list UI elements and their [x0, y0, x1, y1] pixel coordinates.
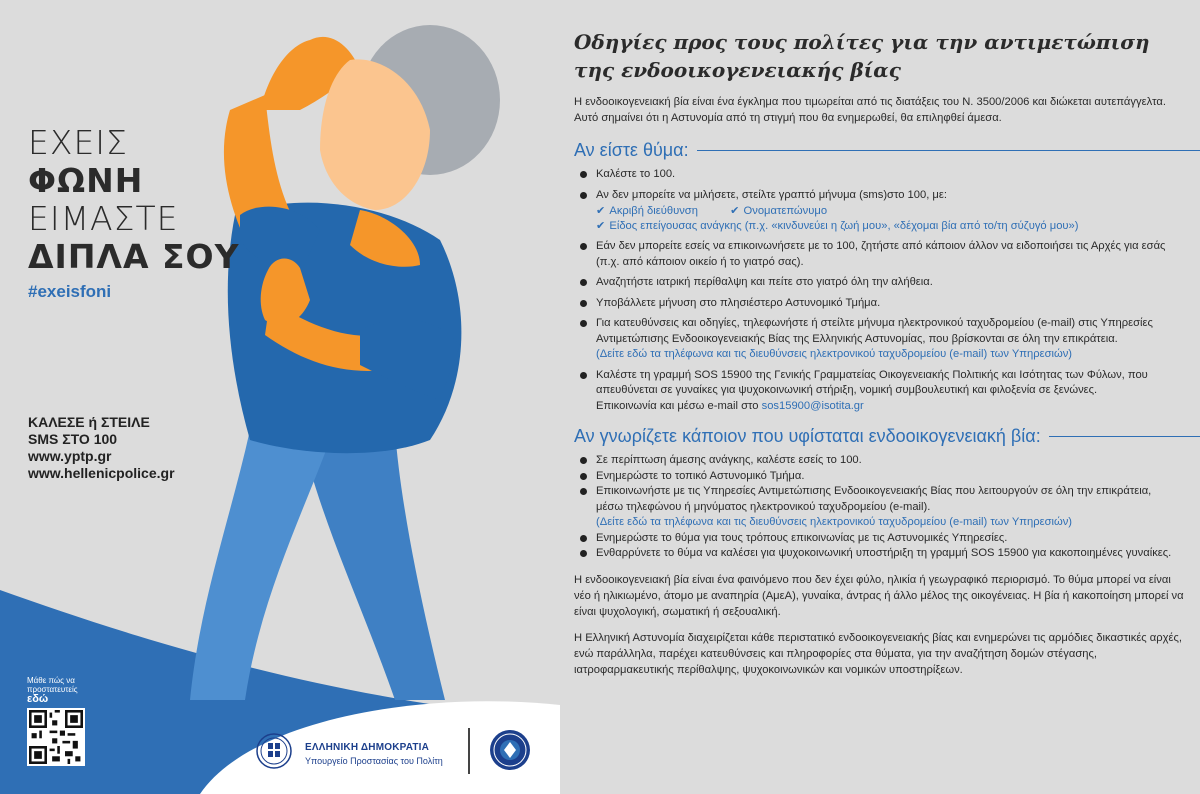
- check-icon: ✔: [730, 205, 740, 217]
- slogan-line-4: ΔΙΠΛΑ ΣΟΥ: [28, 237, 240, 276]
- intro-text: Η ενδοοικογενειακή βία είναι ένα έγκλημα που τιμωρείται από τις διατάξεις του Ν. 3500/2006 και διώκεται αυτεπάγγελτα. Αυτό σημαίνει ότι η Αστυνομία από τη στιγμή που θα ενημερωθεί, θα επιληφθεί άμεσα.: [574, 96, 1166, 124]
- slogan-line-1: ΕΧΕΙΣ: [28, 123, 128, 162]
- main-title-line-2: της ενδοοικογενειακής βίας: [574, 58, 901, 82]
- police-badge-icon: [488, 728, 532, 772]
- list-item: [574, 188, 1174, 235]
- witness-section-heading: [574, 426, 1200, 447]
- witness-heading-rule: [1049, 436, 1200, 437]
- check-name: Ονοματεπώνυμο: [743, 205, 828, 217]
- figure-illustration: [0, 0, 560, 794]
- gov-text: [305, 742, 443, 766]
- check-row: [596, 204, 1174, 219]
- list-item: [574, 484, 1174, 531]
- list-item: Ενθαρρύνετε το θύμα να καλέσει για ψυχοκοινωνική υποστήριξη τη γραμμή SOS 15900 για κακοποιημένες γυναίκες.: [574, 546, 1174, 562]
- list-item: Αναζητήστε ιατρική περίθαλψη και πείτε στο γιατρό όλη την αλήθεια.: [574, 275, 1174, 291]
- qr-label: [27, 676, 87, 704]
- greek-emblem-icon: [255, 732, 293, 770]
- gov-subtitle: Υπουργείο Προστασίας του Πολίτη: [305, 756, 443, 766]
- list-item: Ενημερώστε το τοπικό Αστυνομικό Τμήμα.: [574, 469, 1174, 485]
- footer-logos: [255, 724, 555, 784]
- hashtag: #exeisfoni: [28, 282, 112, 301]
- services-link[interactable]: (Δείτε εδώ τα τηλέφωνα και τις διευθύνσεις ηλεκτρονικού ταχυδρομείου (e-mail) των Υπηρεσιών): [596, 516, 1073, 528]
- qr-code[interactable]: [27, 708, 85, 766]
- sms-instruction: Αν δεν μπορείτε να μιλήσετε, στείλτε γραπτό μήνυμα (sms)στο 100, με:: [596, 188, 947, 201]
- victim-heading-rule: [697, 150, 1200, 151]
- instructions-panel: [574, 28, 1200, 678]
- contact-line-2: SMS ΣΤΟ 100: [28, 431, 118, 447]
- check-emergency: Είδος επείγουσας ανάγκης (π.χ. «κινδυνεύει η ζωή μου», «δέχομαι βία από το/τη σύζυγό μου»): [609, 220, 1079, 232]
- contact-block: [28, 414, 175, 482]
- closing-paragraph-2: Η Ελληνική Αστυνομία διαχειρίζεται κάθε περιστατικό ενδοοικογενειακής βίας και ενημερώνει τις αρμόδιες δικαστικές αρχές, ενώ παράλληλα, παρέχει κατευθύνσεις και πληροφορίες στα θύματα, για την αναζήτηση δομών στέγασης, ιατροφαρμακευτικής περίθαλψης, ψυχοκοινωνικών και νομικών υποστηρίξεων.: [574, 631, 1183, 676]
- sms-checklist: [596, 204, 1174, 234]
- check-icon: ✔: [596, 220, 606, 232]
- contact-link-yptp[interactable]: www.yptp.gr: [28, 448, 112, 464]
- qr-label-line-2: προστατευτείς: [27, 685, 78, 694]
- list-item: Καλέστε το 100.: [574, 167, 1174, 183]
- slogan-line-3: ΕΙΜΑΣΤΕ: [28, 199, 179, 238]
- main-title: [574, 28, 1200, 84]
- main-title-line-1: Οδηγίες προς τους πολίτες για την αντιμετώπιση: [574, 30, 1150, 54]
- contact-link-police[interactable]: www.hellenicpolice.gr: [28, 465, 175, 481]
- check-address: Ακριβή διεύθυνση: [609, 205, 698, 217]
- gov-title: ΕΛΛΗΝΙΚΗ ΔΗΜΟΚΡΑΤΙΑ: [305, 742, 430, 753]
- leg-front: [190, 430, 330, 700]
- services-link[interactable]: (Δείτε εδώ τα τηλέφωνα και τις διευθύνσεις ηλεκτρονικού ταχυδρομείου (e-mail) των Υπηρεσιών): [596, 348, 1073, 360]
- qr-label-line-1: Μάθε πώς να: [27, 676, 75, 685]
- email-prefix: Επικοινωνία και μέσω e-mail στο: [596, 399, 759, 412]
- guidance-text: Για κατευθύνσεις και οδηγίες, τηλεφωνήστε ή στείλτε μήνυμα ηλεκτρονικού ταχυδρομείου (e-mail) στις Υπηρεσίες Αντιμετώπισης Ενδοοικογενειακής Βίας της Ελληνικής Αστυνομίας, που βρίσκονται σε όλη την επικράτεια.: [596, 317, 1153, 345]
- list-item: [574, 316, 1174, 363]
- list-item: Ενημερώστε το θύμα για τους τρόπους επικοινωνίας με τις Αστυνομικές Υπηρεσίες.: [574, 531, 1174, 547]
- witness-heading-text: Αν γνωρίζετε κάποιον που υφίσταται ενδοοικογενειακή βία:: [574, 426, 1041, 446]
- witness-list: [574, 453, 1174, 562]
- qr-label-bold: εδώ: [27, 693, 49, 705]
- footer-divider: [468, 728, 470, 774]
- services-text: Επικοινωνήστε με τις Υπηρεσίες Αντιμετώπισης Ενδοοικογενειακής Βίας που λειτουργούν σε όλη την επικράτεια, μέσω τηλεφώνου ή μηνύματος ηλεκτρονικού ταχυδρομείου (e-mail).: [596, 485, 1152, 513]
- slogan-line-2: ΦΩΝΗ: [28, 161, 144, 200]
- slogan-block: [28, 124, 240, 302]
- list-item: Υποβάλλετε μήνυση στο πλησιέστερο Αστυνομικό Τμήμα.: [574, 296, 1174, 312]
- contact-line-1: ΚΑΛΕΣΕ ή ΣΤΕΙΛΕ: [28, 414, 150, 430]
- sos-text: Καλέστε τη γραμμή SOS 15900 της Γενικής Γραμματείας Οικογενειακής Πολιτικής και Ισότητας των Φύλων, που απευθύνεται σε γυναίκες για ψυχοκοινωνική στήριξη, νομική συμβουλευτική και φιλοξενία σε ξενώνες.: [596, 368, 1148, 396]
- victim-section-heading: [574, 140, 1200, 161]
- leg-back: [300, 430, 445, 700]
- list-item: Σε περίπτωση άμεσης ανάγκης, καλέστε εσείς το 100.: [574, 453, 1174, 469]
- closing-paragraph-1: Η ενδοοικογενειακή βία είναι ένα φαινόμενο που δεν έχει φύλο, ηλικία ή γεωγραφικό περιορισμό. Το θύμα μπορεί να είναι νέο ή ηλικιωμένο, άτομο με αναπηρία (ΑμεΑ), γυναίκα, άντρας ή άλλο μέλος της οικογένειας. Η βία ή κακοποίηση μπορεί να είναι ψυχολογική, σωματική ή σεξουαλική.: [574, 573, 1184, 618]
- check-row: [596, 219, 1174, 234]
- victim-heading-text: Αν είστε θύμα:: [574, 140, 689, 160]
- victim-list: [574, 167, 1174, 414]
- list-item: [574, 368, 1174, 415]
- check-icon: ✔: [596, 205, 606, 217]
- sos-email-link[interactable]: sos15900@isotita.gr: [761, 399, 864, 412]
- qr-block: [27, 676, 87, 771]
- list-item: Εάν δεν μπορείτε εσείς να επικοινωνήσετε με το 100, ζητήστε από κάποιον άλλον να ειδοποιήσει τις Αρχές για εσάς (π.χ. από κάποιον οικείο ή το γιατρό σας).: [574, 239, 1174, 270]
